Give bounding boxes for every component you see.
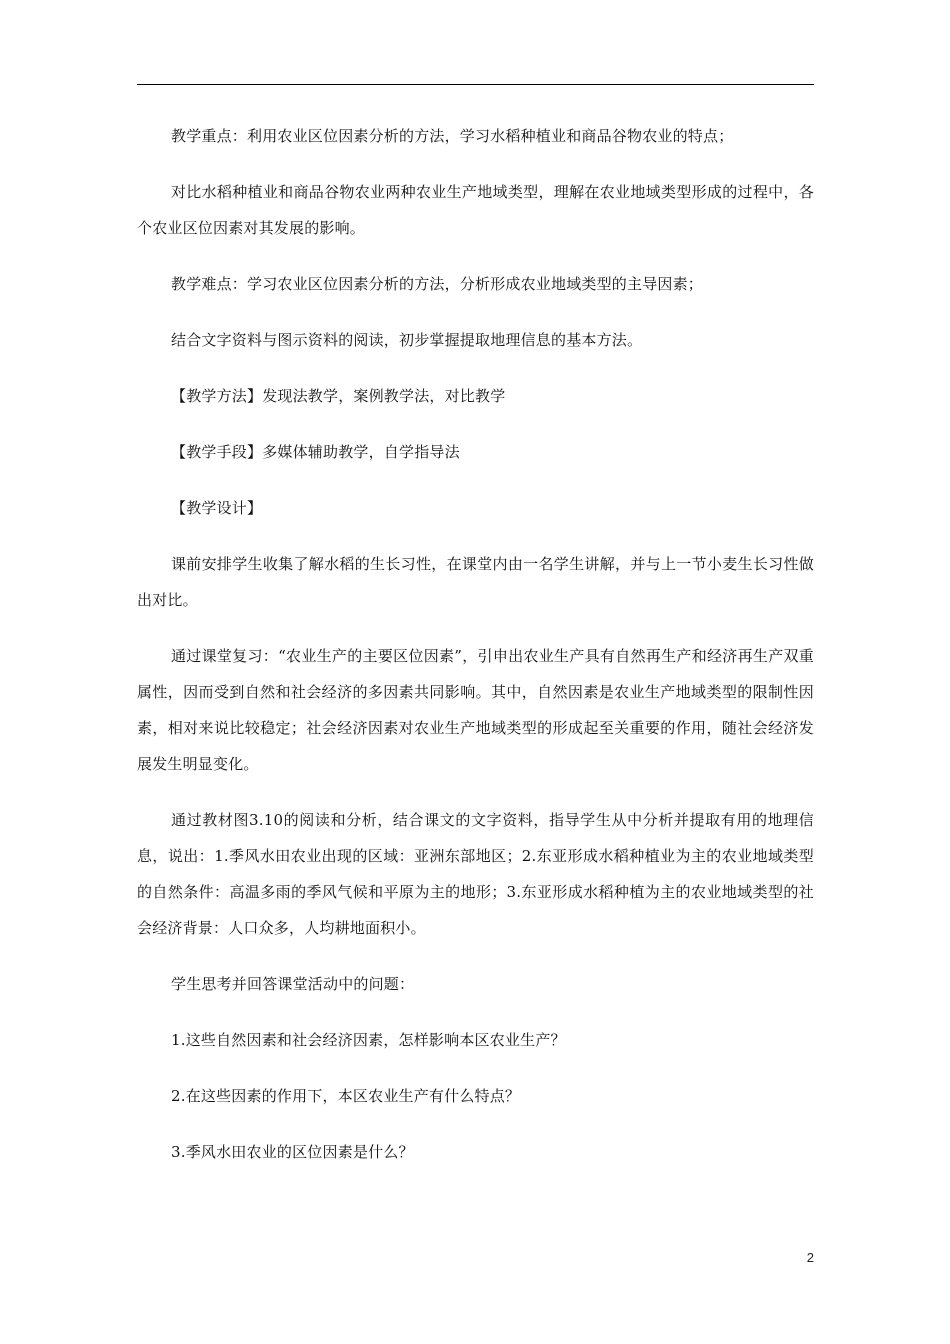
paragraph-teaching-design: 【教学设计】 [171, 499, 263, 517]
paragraph-teaching-means: 【教学手段】多媒体辅助教学，自学指导法 [171, 443, 460, 461]
page-number: 2 [806, 1250, 814, 1265]
paragraph-question-2: 2.在这些因素的作用下，本区农业生产有什么特点？ [171, 1087, 521, 1105]
paragraph-preclass: 课前安排学生收集了解水稻的生长习性，在课堂内由一名学生讲解，并与上一节小麦生长习性做出对比。 [137, 555, 814, 609]
paragraph-comparison: 对比水稻种植业和商品谷物农业两种农业生产地域类型，理解在农业地域类型形成的过程中，各个农业区位因素对其发展的影响。 [137, 183, 814, 237]
paragraph-reading-skills: 结合文字资料与图示资料的阅读，初步掌握提取地理信息的基本方法。 [171, 331, 643, 349]
paragraph-question-1: 1.这些自然因素和社会经济因素，怎样影响本区农业生产？ [171, 1031, 566, 1049]
paragraph-question-3: 3.季风水田农业的区位因素是什么？ [171, 1143, 414, 1161]
header-rule [137, 84, 814, 85]
paragraph-figure-analysis: 通过教材图3.10的阅读和分析，结合课文的文字资料，指导学生从中分析并提取有用的地理信息，说出：1.季风水田农业出现的区域：亚洲东部地区；2.东亚形成水稻种植业为主的农业地域类型的自然条件：高温多雨的季风气候和平原为主的地形；3.东亚形成水稻种植为主的农业地域类型的社会经济背景：人口众多，人均耕地面积小。 [137, 811, 814, 937]
paragraph-teaching-focus: 教学重点：利用农业区位因素分析的方法，学习水稻种植业和商品谷物农业的特点； [171, 127, 734, 145]
paragraph-review: 通过课堂复习：“农业生产的主要区位因素”，引申出农业生产具有自然再生产和经济再生产双重属性，因而受到自然和社会经济的多因素共同影响。其中，自然因素是农业生产地域类型的限制性因素，相对来说比较稳定；社会经济因素对农业生产地域类型的形成起至关重要的作用，随社会经济发展发生明显变化。 [137, 647, 814, 773]
paragraph-student-questions: 学生思考并回答课堂活动中的问题： [171, 975, 415, 993]
document-body [137, 118, 814, 1190]
paragraph-teaching-method: 【教学方法】发现法教学，案例教学法，对比教学 [171, 387, 506, 405]
paragraph-teaching-difficulty: 教学难点：学习农业区位因素分析的方法，分析形成农业地域类型的主导因素； [171, 275, 704, 293]
